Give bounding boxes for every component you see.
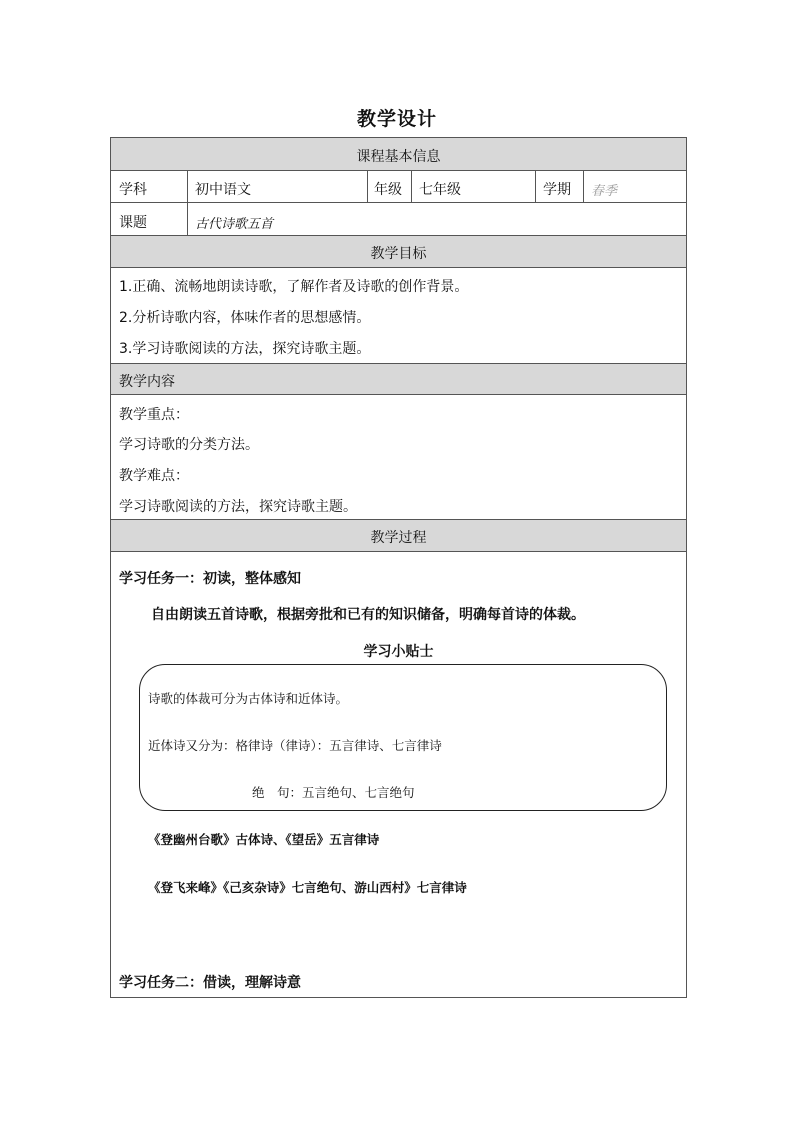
subject-row (111, 171, 686, 203)
objective-item: 1.正确、流畅地朗读诗歌，了解作者及诗歌的创作背景。 (119, 279, 469, 295)
tips-box (139, 664, 667, 811)
task1-instruction: 自由朗读五首诗歌，根据旁批和已有的知识储备，明确每首诗的体裁。 (151, 607, 585, 623)
process-header: 教学过程 (370, 530, 427, 546)
content-header-row (111, 364, 686, 395)
answer-line: 《登幽州台歌》古体诗、《望岳》五言律诗 (148, 832, 380, 847)
objective-item: 2.分析诗歌内容，体味作者的思想感情。 (119, 310, 371, 326)
term-label: 学期 (543, 182, 571, 198)
task1-title: 学习任务一：初读，整体感知 (119, 571, 301, 587)
term-value: 春季 (591, 184, 618, 199)
objectives-list (111, 268, 686, 364)
difficulty-value: 学习诗歌阅读的方法，探究诗歌主题。 (119, 499, 357, 515)
grade-value: 七年级 (419, 182, 461, 198)
answer-line: 《登飞来峰》《己亥杂诗》七言绝句、游山西村》七言律诗 (148, 880, 467, 895)
subject-value: 初中语文 (195, 182, 251, 198)
tips-line: 近体诗又分为：格律诗（律诗）：五言律诗、七言律诗 (148, 738, 442, 753)
process-header-row (111, 520, 686, 552)
content-body (111, 395, 686, 520)
basic-info-header: 课程基本信息 (356, 149, 441, 165)
focus-label: 教学重点： (119, 407, 189, 423)
objectives-header: 教学目标 (370, 246, 427, 262)
grade-label: 年级 (374, 182, 402, 198)
topic-value: 古代诗歌五首 (195, 217, 274, 232)
task2-title: 学习任务二：借读，理解诗意 (119, 975, 301, 991)
tips-title: 学习小贴士 (363, 644, 434, 660)
difficulty-label: 教学难点： (119, 468, 189, 484)
topic-row (111, 203, 686, 236)
basic-info-header-row (111, 138, 686, 171)
objective-item: 3.学习诗歌阅读的方法，探究诗歌主题。 (119, 341, 371, 357)
tips-line: 绝 句：五言绝句、七言绝句 (252, 785, 415, 800)
lesson-plan-table (110, 137, 687, 998)
focus-value: 学习诗歌的分类方法。 (119, 437, 259, 453)
tips-line: 诗歌的体裁可分为古体诗和近体诗。 (148, 691, 349, 706)
subject-label: 学科 (119, 182, 147, 198)
topic-label: 课题 (119, 215, 147, 231)
content-header: 教学内容 (119, 374, 175, 390)
page-title: 教学设计 (356, 108, 437, 130)
objectives-header-row (111, 236, 686, 268)
